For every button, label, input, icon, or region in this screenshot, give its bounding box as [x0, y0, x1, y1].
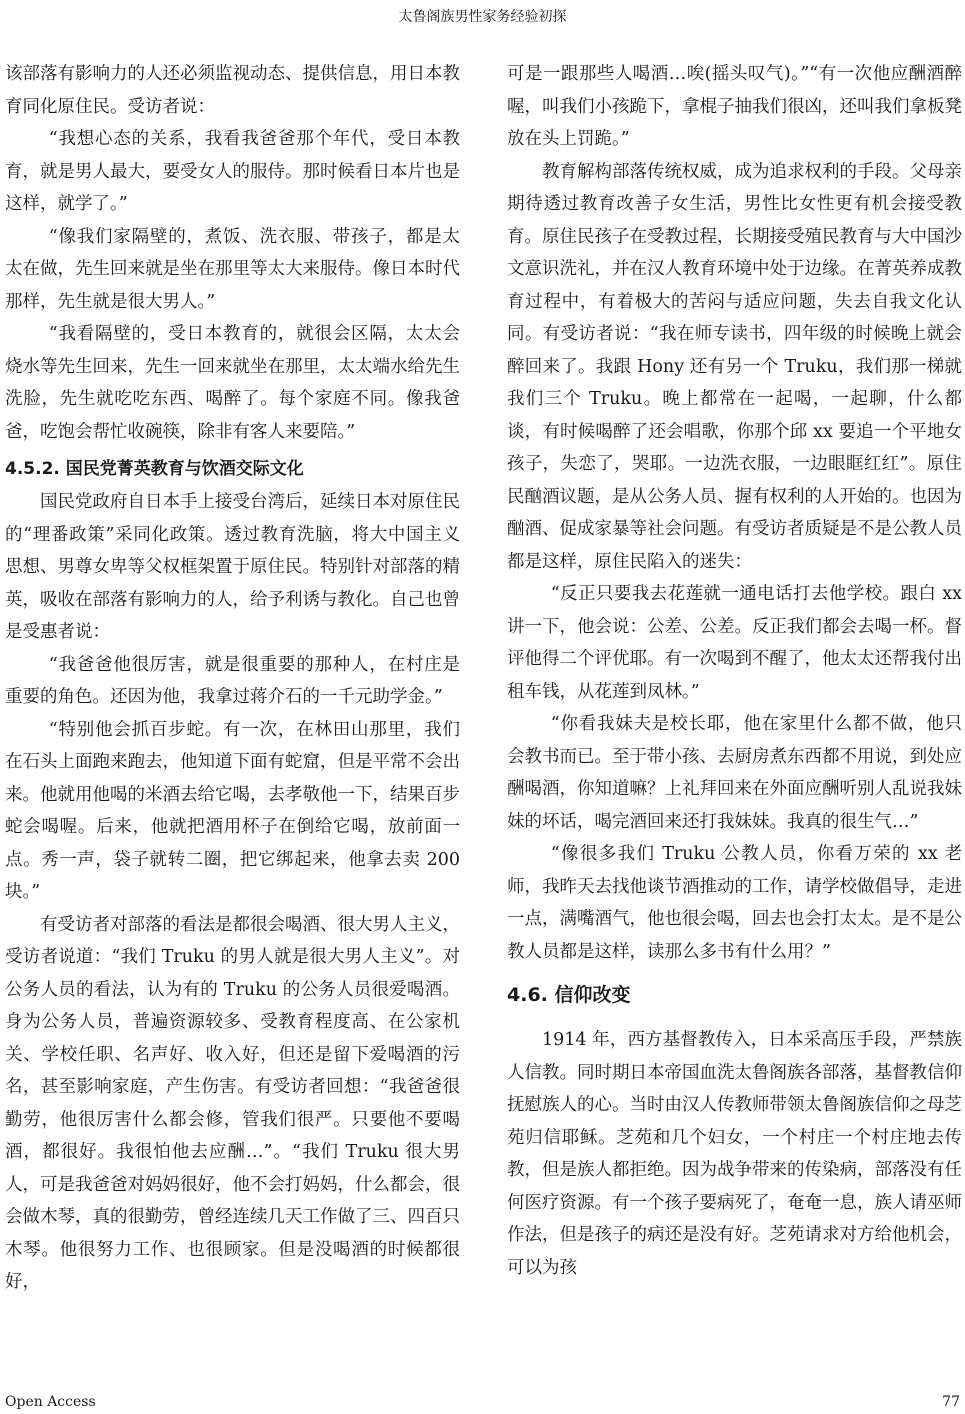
interview-quote: “特别他会抓百步蛇。有一次，在林田山那里，我们在石头上面跑来跑去，他知道下面有蛇窟，但是平常不会出来。他就用他喝的米酒去给它喝，去孝敬他一下，结果百步蛇会喝喔。后来，他就把酒用杯子在倒给它喝，放前面一点。秀一声，袋子就转二圈，把它绑起来，他拿去卖 200 块。”	[5, 719, 460, 902]
paragraph: 国民党政府自日本手上接受台湾后，延续日本对原住民的“理番政策”采同化政策。透过教育洗脑，将大中国主义思想、男尊女卑等父权框架置于原住民。特别针对部落的精英，吸收在部落有影响力的人，给予利诱与教化。自己也曾是受惠者说：	[5, 492, 460, 642]
section-heading: 4.6. 信仰改变	[507, 984, 631, 1006]
section-heading: 4.5.2. 国民党菁英教育与饮酒交际文化	[5, 459, 304, 479]
left-column	[5, 58, 460, 1299]
page-number: 77	[942, 1394, 960, 1410]
interview-quote: “你看我妹夫是校长耶，他在家里什么都不做，他只会教书而已。至于带小孩、去厨房煮东西都不用说，到处应酬喝酒，你知道嘛？上礼拜回来在外面应酬听别人乱说我妹妹的坏话，喝完酒回来还打我妹妹。我真的很生气…”	[507, 714, 962, 832]
right-column	[507, 58, 962, 1284]
interview-quote: “像我们家隔壁的，煮饭、洗衣服、带孩子，都是太太在做，先生回来就是坐在那里等太大来服侍。像日本时代那样，先生就是很大男人。”	[5, 226, 460, 312]
interview-quote: “反正只要我去花莲就一通电话打去他学校。跟白 xx 讲一下，他会说：公差、公差。反正我们都会去喝一杯。督评他得二个评优耶。有一次喝到不醒了，他太太还帮我付出租车钱，从花莲到凤林。”	[507, 584, 962, 702]
paragraph: 有受访者对部落的看法是都很会喝酒、很大男人主义，受访者说道：“我们 Truku 的男人就是很大男人主义”。对公务人员的看法，认为有的 Truku 的公务人员很爱喝酒。身为公务人员，普遍资源较多、受教育程度高、在公家机关、学校任职、名声好、收入好，但还是留下爱喝酒的污名，甚至影响家庭，产生伤害。有受访者回想：“我爸爸很勤劳，他很厉害什么都会修，管我们很严。只要他不要喝酒，都很好。我很怕他去应酬…”。“我们 Truku 很大男人，可是我爸爸对妈妈很好，他不会打妈妈，什么都会，很会做木琴，真的很勤劳，曾经连续几天工作做了三、四百只木琴。他很努力工作、也很顾家。但是没喝酒的时候都很好，	[5, 914, 460, 1292]
paragraph: 该部落有影响力的人还必须监视动态、提供信息，用日本教育同化原住民。受访者说：	[5, 64, 460, 117]
interview-quote: “我看隔壁的，受日本教育的，就很会区隔，太太会烧水等先生回来，先生一回来就坐在那里，太太端水给先生洗脸，先生就吃吃东西、喝醉了。每个家庭不同。像我爸爸，吃饱会帮忙收碗筷，除非有客人来要陪。”	[5, 324, 460, 442]
running-header: 太鲁阁族男性家务经验初探	[398, 9, 567, 25]
interview-quote: “我想心态的关系，我看我爸爸那个年代，受日本教育，就是男人最大，要受女人的服侍。那时候看日本片也是这样，就学了。”	[5, 129, 460, 214]
journal-footer: Open Access	[5, 1394, 96, 1410]
interview-quote: “我爸爸他很厉害，就是很重要的那种人，在村庄是重要的角色。还因为他，我拿过蒋介石的一千元助学金。”	[5, 654, 460, 707]
interview-quote: “像很多我们 Truku 公教人员，你看万荣的 xx 老师，我昨天去找他谈节酒推动的工作，请学校做倡导，走进一点，满嘴酒气，他也很会喝，回去也会打太太。是不是公教人员都是这样，读那么多书有什么用？”	[507, 844, 962, 962]
paragraph: 可是一跟那些人喝酒…唉(摇头叹气)。”“有一次他应酬酒醉喔，叫我们小孩跪下，拿棍子抽我们很凶，还叫我们拿板凳放在头上罚跪。”	[507, 64, 962, 149]
paragraph: 1914 年，西方基督教传入，日本采高压手段，严禁族人信教。同时期日本帝国血洗太鲁阁族各部落，基督教信仰抚慰族人的心。当时由汉人传教师带领太鲁阁族信仰之母芝苑归信耶稣。芝苑和几个妇女，一个村庄一个村庄地去传教，但是族人都拒绝。因为战争带来的传染病，部落没有任何医疗资源。有一个孩子要病死了，奄奄一息，族人请巫师作法，但是孩子的病还是没有好。芝苑请求对方给他机会，可以为孩	[507, 1030, 962, 1278]
paragraph: 教育解构部落传统权威，成为追求权利的手段。父母亲期待透过教育改善子女生活，男性比女性更有机会接受教育。原住民孩子在受教过程，长期接受殖民教育与大中国沙文意识洗礼，并在汉人教育环境中处于边缘。在菁英养成教育过程中，有着极大的苦闷与适应问题，失去自我文化认同。有受访者说：“我在师专读书，四年级的时候晚上就会醉回来了。我跟 Hony 还有另一个 Truku，我们那一梯就我们三个 Truku。晚上都常在一起喝，一起聊，什么都谈，有时候喝醉了还会唱歌，你那个邱 xx 要追一个平地女孩子，失恋了，哭耶。一边洗衣服，一边眼眶红红”。原住民酗酒议题，是从公务人员、握有权利的人开始的。也因为酗酒、促成家暴等社会问题。有受访者质疑是不是公教人员都是这样，原住民陷入的迷失：	[507, 161, 962, 572]
